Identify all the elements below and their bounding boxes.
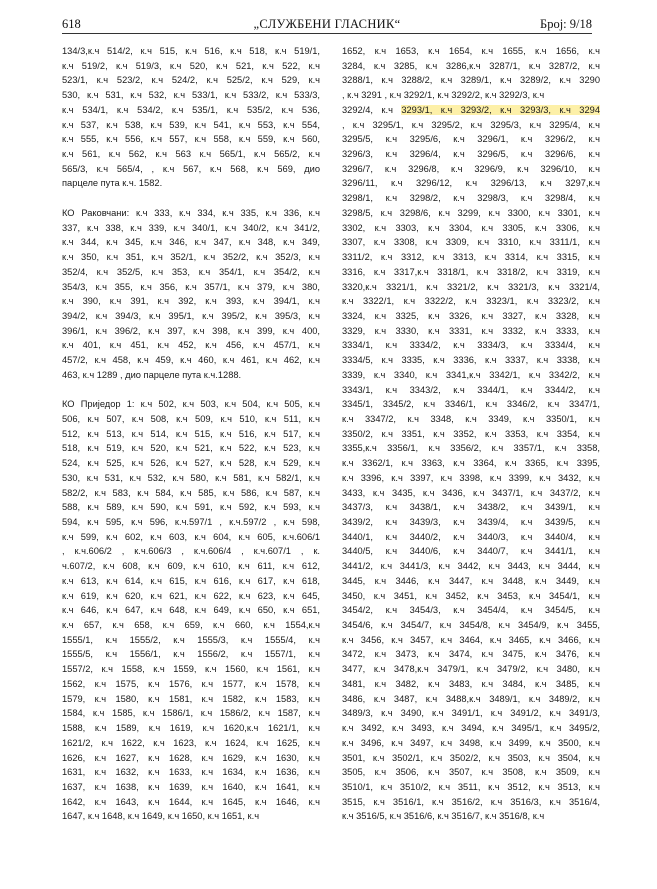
highlighted-text: 3293/1, к.ч 3293/2, к.ч 3293/3, к.ч 3294 [401, 104, 600, 115]
left-text-column [62, 44, 320, 824]
text-line: 588, к.ч 589, к.ч 590, к.ч 591, к.ч 592, к.ч 593, к.ч [62, 502, 320, 513]
text-line: 3320,к.ч 3321/1, к.ч 3321/2, к.ч 3321/3, к.ч 3321/4, [342, 281, 600, 292]
text-line: 3433, к.ч 3435, к.ч 3436, к.ч 3437/1, к.ч 3437/2, к.ч [342, 487, 600, 498]
text-line: 354/3, к.ч 355, к.ч 356, к.ч 357/1, к.ч 379, к.ч 380, [62, 281, 320, 292]
text-line: 1555/5, к.ч 1556/1, к.ч 1556/2, к.ч 1557/1, к.ч [62, 649, 320, 660]
text-line: 352/4, к.ч 352/5, к.ч 353, к.ч 354/1, к.ч 354/2, к.ч [62, 266, 320, 277]
text-line: 457/2, к.ч 458, к.ч 459, к.ч 460, к.ч 461, к.ч 462, к.ч [62, 355, 320, 366]
text-line: 3481, к.ч 3482, к.ч 3483, к.ч 3484, к.ч 3485, к.ч [342, 678, 600, 689]
gazette-title: „СЛУЖБЕНИ ГЛАСНИК“ [253, 17, 401, 31]
text-line: 3505, к.ч 3506, к.ч 3507, к.ч 3508, к.ч 3509, к.ч [342, 767, 600, 778]
page-header [62, 14, 592, 34]
right-text-column [342, 44, 600, 824]
text-line: 1652, к.ч 1653, к.ч 1654, к.ч 1655, к.ч 1656, к.ч [342, 46, 600, 56]
text-line: 512, к.ч 513, к.ч 514, к.ч 515, к.ч 516, к.ч 517, к.ч [62, 428, 320, 439]
text-line: 3329, к.ч 3330, к.ч 3331, к.ч 3332, к.ч 3333, к.ч [342, 325, 600, 336]
text-line: 3445, к.ч 3446, к.ч 3447, к.ч 3448, к.ч 3449, к.ч [342, 575, 600, 586]
text-line: 3454/6, к.ч 3454/7, к.ч 3454/8, к.ч 3454/9, к.ч 3455, [342, 620, 600, 631]
text-line: 3345/1, 3345/2, к.ч 3346/1, к.ч 3346/2, к.ч 3347/1, [342, 399, 600, 410]
text-line: 1557/2, к.ч 1558, к.ч 1559, к.ч 1560, к.ч 1561, к.ч [62, 664, 320, 675]
text-line: 3296/11, к.ч 3296/12, к.ч 3296/13, к.ч 3297,к.ч [342, 178, 600, 189]
text-line: ч.607/2, к.ч 608, к.ч 609, к.ч 610, к.ч 611, к.ч 612, [62, 561, 320, 572]
text-line: 3296/3, к.ч 3296/4, к.ч 3296/5, к.ч 3296/6, к.ч [342, 149, 600, 160]
text-line: 530, к.ч 531, к.ч 532, к.ч 580, к.ч 581, к.ч 582/1, к.ч [62, 472, 320, 483]
text-line: 1631, к.ч 1632, к.ч 1633, к.ч 1634, к.ч 1636, к.ч [62, 767, 320, 778]
text-line: 3439/2, к.ч 3439/3, к.ч 3439/4, к.ч 3439/5, к.ч [342, 517, 600, 527]
text-line: 3334/5, к.ч 3335, к.ч 3336, к.ч 3337, к.ч 3338, к.ч [342, 355, 600, 366]
text-line: 3311/2, к.ч 3312, к.ч 3313, к.ч 3314, к.ч 3315, к.ч [342, 252, 600, 263]
text-line: к.ч 350, к.ч 351, к.ч 352/1, к.ч 352/2, к.ч 352/3, к.ч [62, 252, 320, 263]
paragraph-gap [62, 383, 320, 398]
text-line: 3489/3, к.ч 3490, к.ч 3491/1, к.ч 3491/2, к.ч 3491/3, [342, 708, 600, 719]
text-line: к.ч 657, к.ч 658, к.ч 659, к.ч 660, к.ч 1554,к.ч [62, 620, 320, 631]
text-line: 518, к.ч 519, к.ч 520, к.ч 521, к.ч 522, к.ч 523, к.ч [62, 443, 320, 454]
text-line: 1637, к.ч 1638, к.ч 1639, к.ч 1640, к.ч 1641, к.ч [62, 781, 320, 792]
text-line: 3510/1, к.ч 3510/2, к.ч 3511, к.ч 3512, к.ч 3513, к.ч [342, 781, 600, 792]
text-line: 3288/1, к.ч 3288/2, к.ч 3289/1, к.ч 3289/2, к.ч 3290 [342, 75, 600, 86]
text-line: к.ч 401, к.ч 451, к.ч 452, к.ч 456, к.ч 457/1, к.ч [62, 340, 320, 351]
text-line: , к.ч.606/2 , к.ч.606/3 , к.ч.606/4 , к.ч.607/1 , к. [62, 546, 320, 557]
text-line: к.ч 3322/1, к.ч 3322/2, к.ч 3323/1, к.ч 3323/2, к.ч [342, 296, 600, 307]
text-line: к.ч 534/1, к.ч 534/2, к.ч 535/1, к.ч 535/2, к.ч 536, [62, 104, 320, 115]
text-line: 3316, к.ч 3317,к.ч 3318/1, к.ч 3318/2, к.ч 3319, к.ч [342, 266, 600, 277]
text-line: 3486, к.ч 3487, к.ч 3488,к.ч 3489/1, к.ч 3489/2, к.ч [342, 693, 600, 704]
text-line: 3355,к.ч 3356/1, к.ч 3356/2, к.ч 3357/1, к.ч 3358, [342, 443, 600, 454]
text-line: 337, к.ч 338, к.ч 339, к.ч 340/1, к.ч 340/2, к.ч 341/2, [62, 222, 320, 233]
text-line: 3339, к.ч 3340, к.ч 3341,к.ч 3342/1, к.ч 3342/2, к.ч [342, 369, 600, 380]
text-line: 524, к.ч 525, к.ч 526, к.ч 527, к.ч 528, к.ч 529, к.ч [62, 458, 320, 469]
text-line: 3437/3, к.ч 3438/1, к.ч 3438/2, к.ч 3439/1, к.ч [342, 502, 600, 513]
text-line: 3295/5, к.ч 3295/6, к.ч 3296/1, к.ч 3296/2, к.ч [342, 134, 600, 145]
text-line: 1555/1, к.ч 1555/2, к.ч 1555/3, к.ч 1555/4, к.ч [62, 634, 320, 645]
issue-number: Број: 9/18 [540, 17, 592, 31]
text-line: 1588, к.ч 1589, к.ч 1619, к.ч 1620,к.ч 1621/1, к.ч [62, 723, 320, 734]
text-line: 3298/1, к.ч 3298/2, к.ч 3298/3, к.ч 3298/4, к.ч [342, 193, 600, 204]
text-line: 594, к.ч 595, к.ч 596, к.ч.597/1 , к.ч.597/2 , к.ч 598, [62, 517, 320, 527]
text-line: 1621/2, к.ч 1622, к.ч 1623, к.ч 1624, к.ч 1625, к.ч [62, 737, 320, 748]
text-line: 463, к.ч 1289 , дио парцеле пута к.ч.1288. [62, 369, 242, 380]
text-line: к.ч 3347/2, к.ч 3348, к.ч 3349, к.ч 3350/1, к.ч [342, 413, 600, 424]
text-line: КО Раковчани: к.ч 333, к.ч 334, к.ч 335, к.ч 336, к.ч [62, 207, 320, 218]
text-line: 1579, к.ч 1580, к.ч 1581, к.ч 1582, к.ч 1583, к.ч [62, 693, 320, 704]
text-segment: 3292/4, к.ч [342, 104, 402, 115]
text-line: , к.ч 3291 , к.ч 3292/1, к.ч 3292/2, к.ч 3292/3, к.ч [342, 90, 545, 101]
text-line: 3472, к.ч 3473, к.ч 3474, к.ч 3475, к.ч 3476, к.ч [342, 649, 600, 660]
text-line: 396/1, к.ч 396/2, к.ч 397, к.ч 398, к.ч 399, к.ч 400, [62, 325, 320, 336]
text-line: к.ч 613, к.ч 614, к.ч 615, к.ч 616, к.ч 617, к.ч 618, [62, 575, 320, 586]
page-number: 618 [62, 17, 81, 31]
text-line: 3440/1, к.ч 3440/2, к.ч 3440/3, к.ч 3440/4, к.ч [342, 531, 600, 542]
text-line: 1584, к.ч 1585, к.ч 1586/1, к.ч 1586/2, к.ч 1587, к.ч [62, 708, 320, 719]
text-line: 3298/5, к.ч 3298/6, к.ч 3299, к.ч 3300, к.ч 3301, к.ч [342, 207, 600, 218]
text-line: к.ч 344, к.ч 345, к.ч 346, к.ч 347, к.ч 348, к.ч 349, [62, 237, 320, 248]
text-line: 3454/2, к.ч 3454/3, к.ч 3454/4, к.ч 3454/5, к.ч [342, 605, 600, 616]
text-line: 3441/2, к.ч 3441/3, к.ч 3442, к.ч 3443, к.ч 3444, к.ч [342, 561, 600, 572]
text-line: к.ч 537, к.ч 538, к.ч 539, к.ч 541, к.ч 553, к.ч 554, [62, 119, 320, 130]
text-line: 1642, к.ч 1643, к.ч 1644, к.ч 1645, к.ч 1646, к.ч [62, 796, 320, 807]
text-line: 3501, к.ч 3502/1, к.ч 3502/2, к.ч 3503, к.ч 3504, к.ч [342, 752, 600, 763]
text-line: к.ч 3496, к.ч 3497, к.ч 3498, к.ч 3499, к.ч 3500, к.ч [342, 737, 600, 748]
text-line: 3515, к.ч 3516/1, к.ч 3516/2, к.ч 3516/3, к.ч 3516/4, [342, 796, 600, 807]
text-line: к.ч 555, к.ч 556, к.ч 557, к.ч 558, к.ч 559, к.ч 560, [62, 134, 320, 145]
text-line: 3450, к.ч 3451, к.ч 3452, к.ч 3453, к.ч 3454/1, к.ч [342, 590, 600, 601]
text-line: к.ч 619, к.ч 620, к.ч 621, к.ч 622, к.ч 623, к.ч 645, [62, 590, 320, 601]
text-line: 1626, к.ч 1627, к.ч 1628, к.ч 1629, к.ч 1630, к.ч [62, 752, 320, 763]
text-line: 3307, к.ч 3308, к.ч 3309, к.ч 3310, к.ч 3311/1, к.ч [342, 237, 600, 248]
text-line: 3324, к.ч 3325, к.ч 3326, к.ч 3327, к.ч 3328, к.ч [342, 310, 600, 321]
paragraph-gap [62, 191, 320, 206]
text-line: к.ч 3492, к.ч 3493, к.ч 3494, к.ч 3495/1, к.ч 3495/2, [342, 723, 600, 734]
text-line: к.ч 3516/5, к.ч 3516/6, к.ч 3516/7, к.ч 3516/8, к.ч [342, 811, 545, 822]
text-line: 523/1, к.ч 523/2, к.ч 524/2, к.ч 525/2, к.ч 529, к.ч [62, 75, 320, 86]
text-line: 394/2, к.ч 394/3, к.ч 395/1, к.ч 395/2, к.ч 395/3, к.ч [62, 310, 320, 321]
text-line: КО Приједор 1: к.ч 502, к.ч 503, к.ч 504, к.ч 505, к.ч [62, 399, 320, 410]
text-line: к.ч 3362/1, к.ч 3363, к.ч 3364, к.ч 3365, к.ч 3395, [342, 458, 600, 469]
text-line: 530, к.ч 531, к.ч 532, к.ч 533/1, к.ч 533/2, к.ч 533/3, [62, 90, 320, 101]
text-line: 3284, к.ч 3285, к.ч 3286,к.ч 3287/1, к.ч 3287/2, к.ч [342, 60, 600, 71]
text-line: парцеле пута к.ч. 1582. [62, 178, 163, 189]
header-rule [62, 33, 592, 34]
text-line: к.ч 599, к.ч 602, к.ч 603, к.ч 604, к.ч 605, к.ч.606/1 [62, 531, 320, 542]
text-line: 1562, к.ч 1575, к.ч 1576, к.ч 1577, к.ч 1578, к.ч [62, 678, 320, 689]
text-line: к.ч 561, к.ч 562, к.ч 563 к.ч 565/1, к.ч 565/2, к.ч [62, 149, 320, 160]
text-line: 3477, к.ч 3478,к.ч 3479/1, к.ч 3479/2, к.ч 3480, к.ч [342, 664, 600, 675]
text-line: 3343/1, к.ч 3343/2, к.ч 3344/1, к.ч 3344/2, к.ч [342, 384, 600, 395]
text-line: 134/3,к.ч 514/2, к.ч 515, к.ч 516, к.ч 518, к.ч 519/1, [62, 46, 320, 56]
text-line: 3296/7, к.ч 3296/8, к.ч 3296/9, к.ч 3296/10, к.ч [342, 163, 600, 174]
text-line: 506, к.ч 507, к.ч 508, к.ч 509, к.ч 510, к.ч 511, к.ч [62, 413, 320, 424]
text-line: к.ч 519/2, к.ч 519/3, к.ч 520, к.ч 521, к.ч 522, к.ч [62, 60, 320, 71]
text-line: 3350/2, к.ч 3351, к.ч 3352, к.ч 3353, к.ч 3354, к.ч [342, 428, 600, 439]
text-line: 3440/5, к.ч 3440/6, к.ч 3440/7, к.ч 3441/1, к.ч [342, 546, 600, 557]
text-line: к.ч 3396, к.ч 3397, к.ч 3398, к.ч 3399, к.ч 3432, к.ч [342, 472, 600, 483]
text-line: к.ч 646, к.ч 647, к.ч 648, к.ч 649, к.ч 650, к.ч 651, [62, 605, 320, 616]
text-line: 565/3, к.ч 565/4, , к.ч 567, к.ч 568, к.ч 569, дио [62, 163, 320, 174]
text-line: 1647, к.ч 1648, к.ч 1649, к.ч 1650, к.ч 1651, к.ч [62, 811, 260, 822]
text-line: , к.ч 3295/1, к.ч 3295/2, к.ч 3295/3, к.ч 3295/4, к.ч [342, 119, 600, 130]
text-line: 582/2, к.ч 583, к.ч 584, к.ч 585, к.ч 586, к.ч 587, к.ч [62, 487, 320, 498]
text-line: 3334/1, к.ч 3334/2, к.ч 3334/3, к.ч 3334/4, к.ч [342, 340, 600, 351]
text-line: к.ч 390, к.ч 391, к.ч 392, к.ч 393, к.ч 394/1, к.ч [62, 296, 320, 307]
text-line: к.ч 3456, к.ч 3457, к.ч 3464, к.ч 3465, к.ч 3466, к.ч [342, 634, 600, 645]
highlighted-text-line [342, 103, 600, 118]
text-line: 3302, к.ч 3303, к.ч 3304, к.ч 3305, к.ч 3306, к.ч [342, 222, 600, 233]
